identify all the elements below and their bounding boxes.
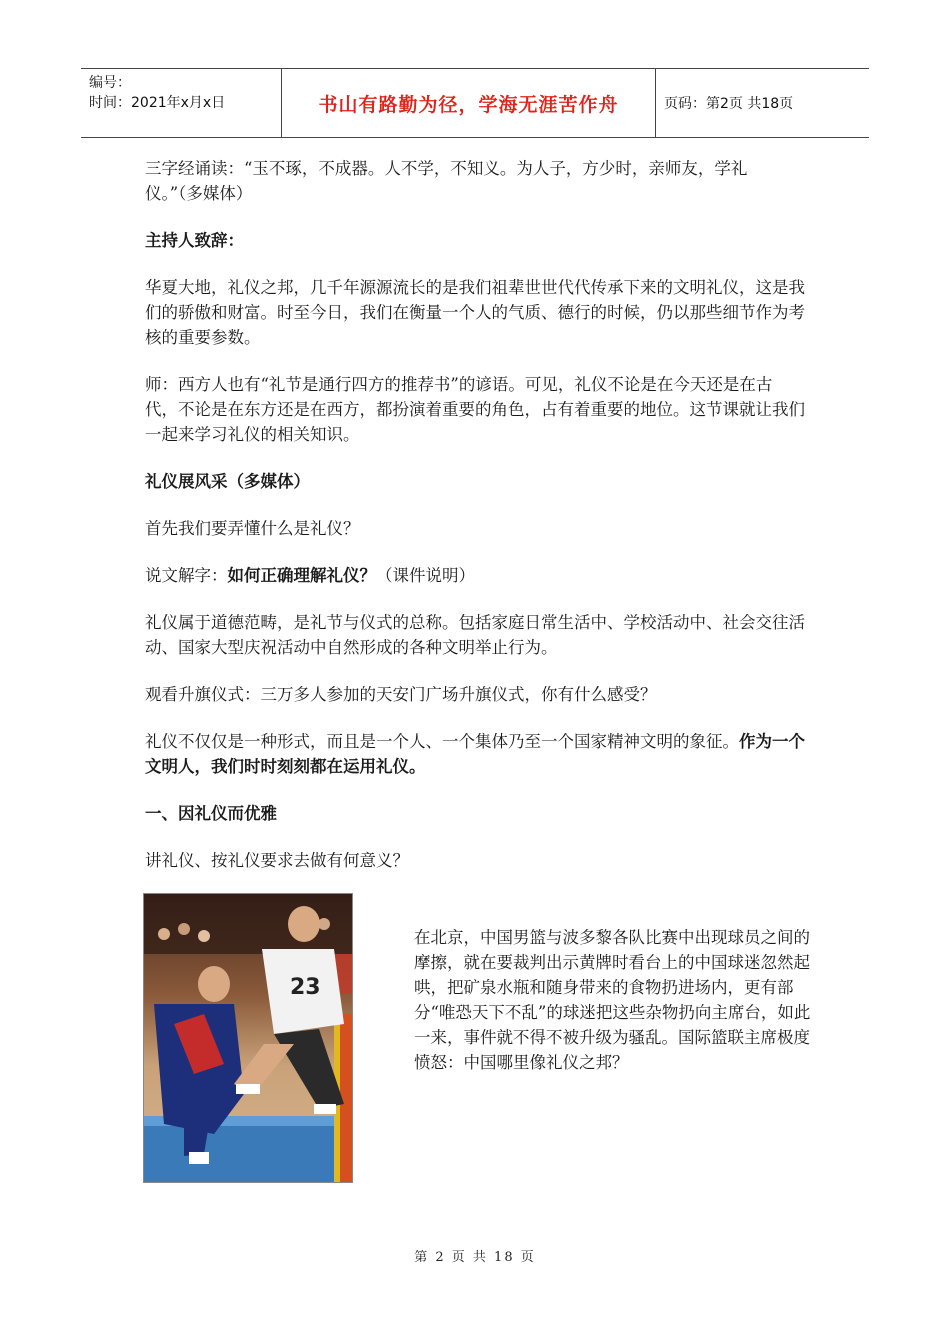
figure-row — [145, 893, 811, 1193]
header-page-info: 页码：第2页 共18页 — [664, 96, 794, 112]
document-date: 时间：2021年x月x日 — [89, 95, 226, 111]
jersey-number: 23 — [290, 975, 321, 1000]
photo-illustration — [144, 894, 352, 1182]
paragraph-shuowen — [145, 563, 805, 588]
page-footer: 第 2 页 共 18 页 — [414, 1250, 536, 1265]
heading-etiquette-show: 礼仪展风采（多媒体） — [145, 472, 310, 491]
header-meta — [81, 69, 282, 137]
paragraph-question: 首先我们要弄懂什么是礼仪？ — [145, 519, 360, 538]
paragraph-huaxia: 华夏大地，礼仪之邦，几千年源源流长的是我们祖辈世世代代传承下来的文明礼仪，这是我们的骄傲和财富。时至今日，我们在衡量一个人的气质、德行的时候，仍以那些细节作为考核的重要参数。 — [145, 278, 805, 347]
shuowen-prefix: 说文解字： — [145, 566, 228, 585]
symbol-normal: 礼仪不仅仅是一种形式，而且是一个人、一个集体乃至一个国家精神文明的象征。 — [145, 732, 739, 751]
symbol-bold: 作为一个文明人，我们时时刻刻都在运用礼仪。 — [145, 732, 805, 776]
header-motto: 书山有路勤为径，学海无涯苦作舟 — [282, 69, 656, 137]
paragraph-flag-ceremony: 观看升旗仪式：三万多人参加的天安门广场升旗仪式，你有什么感受？ — [145, 685, 657, 704]
document-body — [145, 156, 811, 1193]
paragraph-symbol — [145, 729, 805, 779]
shuowen-bold: 如何正确理解礼仪？ — [227, 566, 376, 585]
photo-caption: 在北京，中国男篮与波多黎各队比赛中出现球员之间的摩擦，就在要裁判出示黄牌时看台上的中国球迷忽然起哄，把矿泉水瓶和随身带来的食物扔进场内，更有部分“唯恐天下不乱”的球迷把这些杂物扔向主席台，如此一来，事件就不得不被升级为骚乱。国际篮联主席极度愤怒：中国哪里像礼仪之邦？ — [414, 928, 811, 1072]
heading-host-speech: 主持人致辞： — [145, 231, 244, 250]
paragraph-meaning: 讲礼仪、按礼仪要求去做有何意义？ — [145, 851, 409, 870]
document-number-label: 编号： — [89, 75, 131, 91]
paragraph-teacher: 师：西方人也有“礼节是通行四方的推荐书”的谚语。可见，礼仪不论是在今天还是在古代，不论是在东方还是在西方，都扮演着重要的角色，占有着重要的地位。这节课就让我们一起来学习礼仪的相关知识。 — [145, 375, 805, 444]
basketball-fight-photo — [143, 893, 353, 1183]
shuowen-suffix: （课件说明） — [376, 566, 475, 585]
page-header — [81, 68, 869, 138]
paragraph-definition: 礼仪属于道德范畴，是礼节与仪式的总称。包括家庭日常生活中、学校活动中、社会交往活动、国家大型庆祝活动中自然形成的各种文明举止行为。 — [145, 613, 805, 657]
heading-section-one: 一、因礼仪而优雅 — [145, 804, 277, 823]
paragraph-sanzijing: 三字经诵读：“玉不琢，不成器。人不学，不知义。为人子，方少时，亲师友，学礼仪。”（多媒体） — [145, 159, 748, 203]
